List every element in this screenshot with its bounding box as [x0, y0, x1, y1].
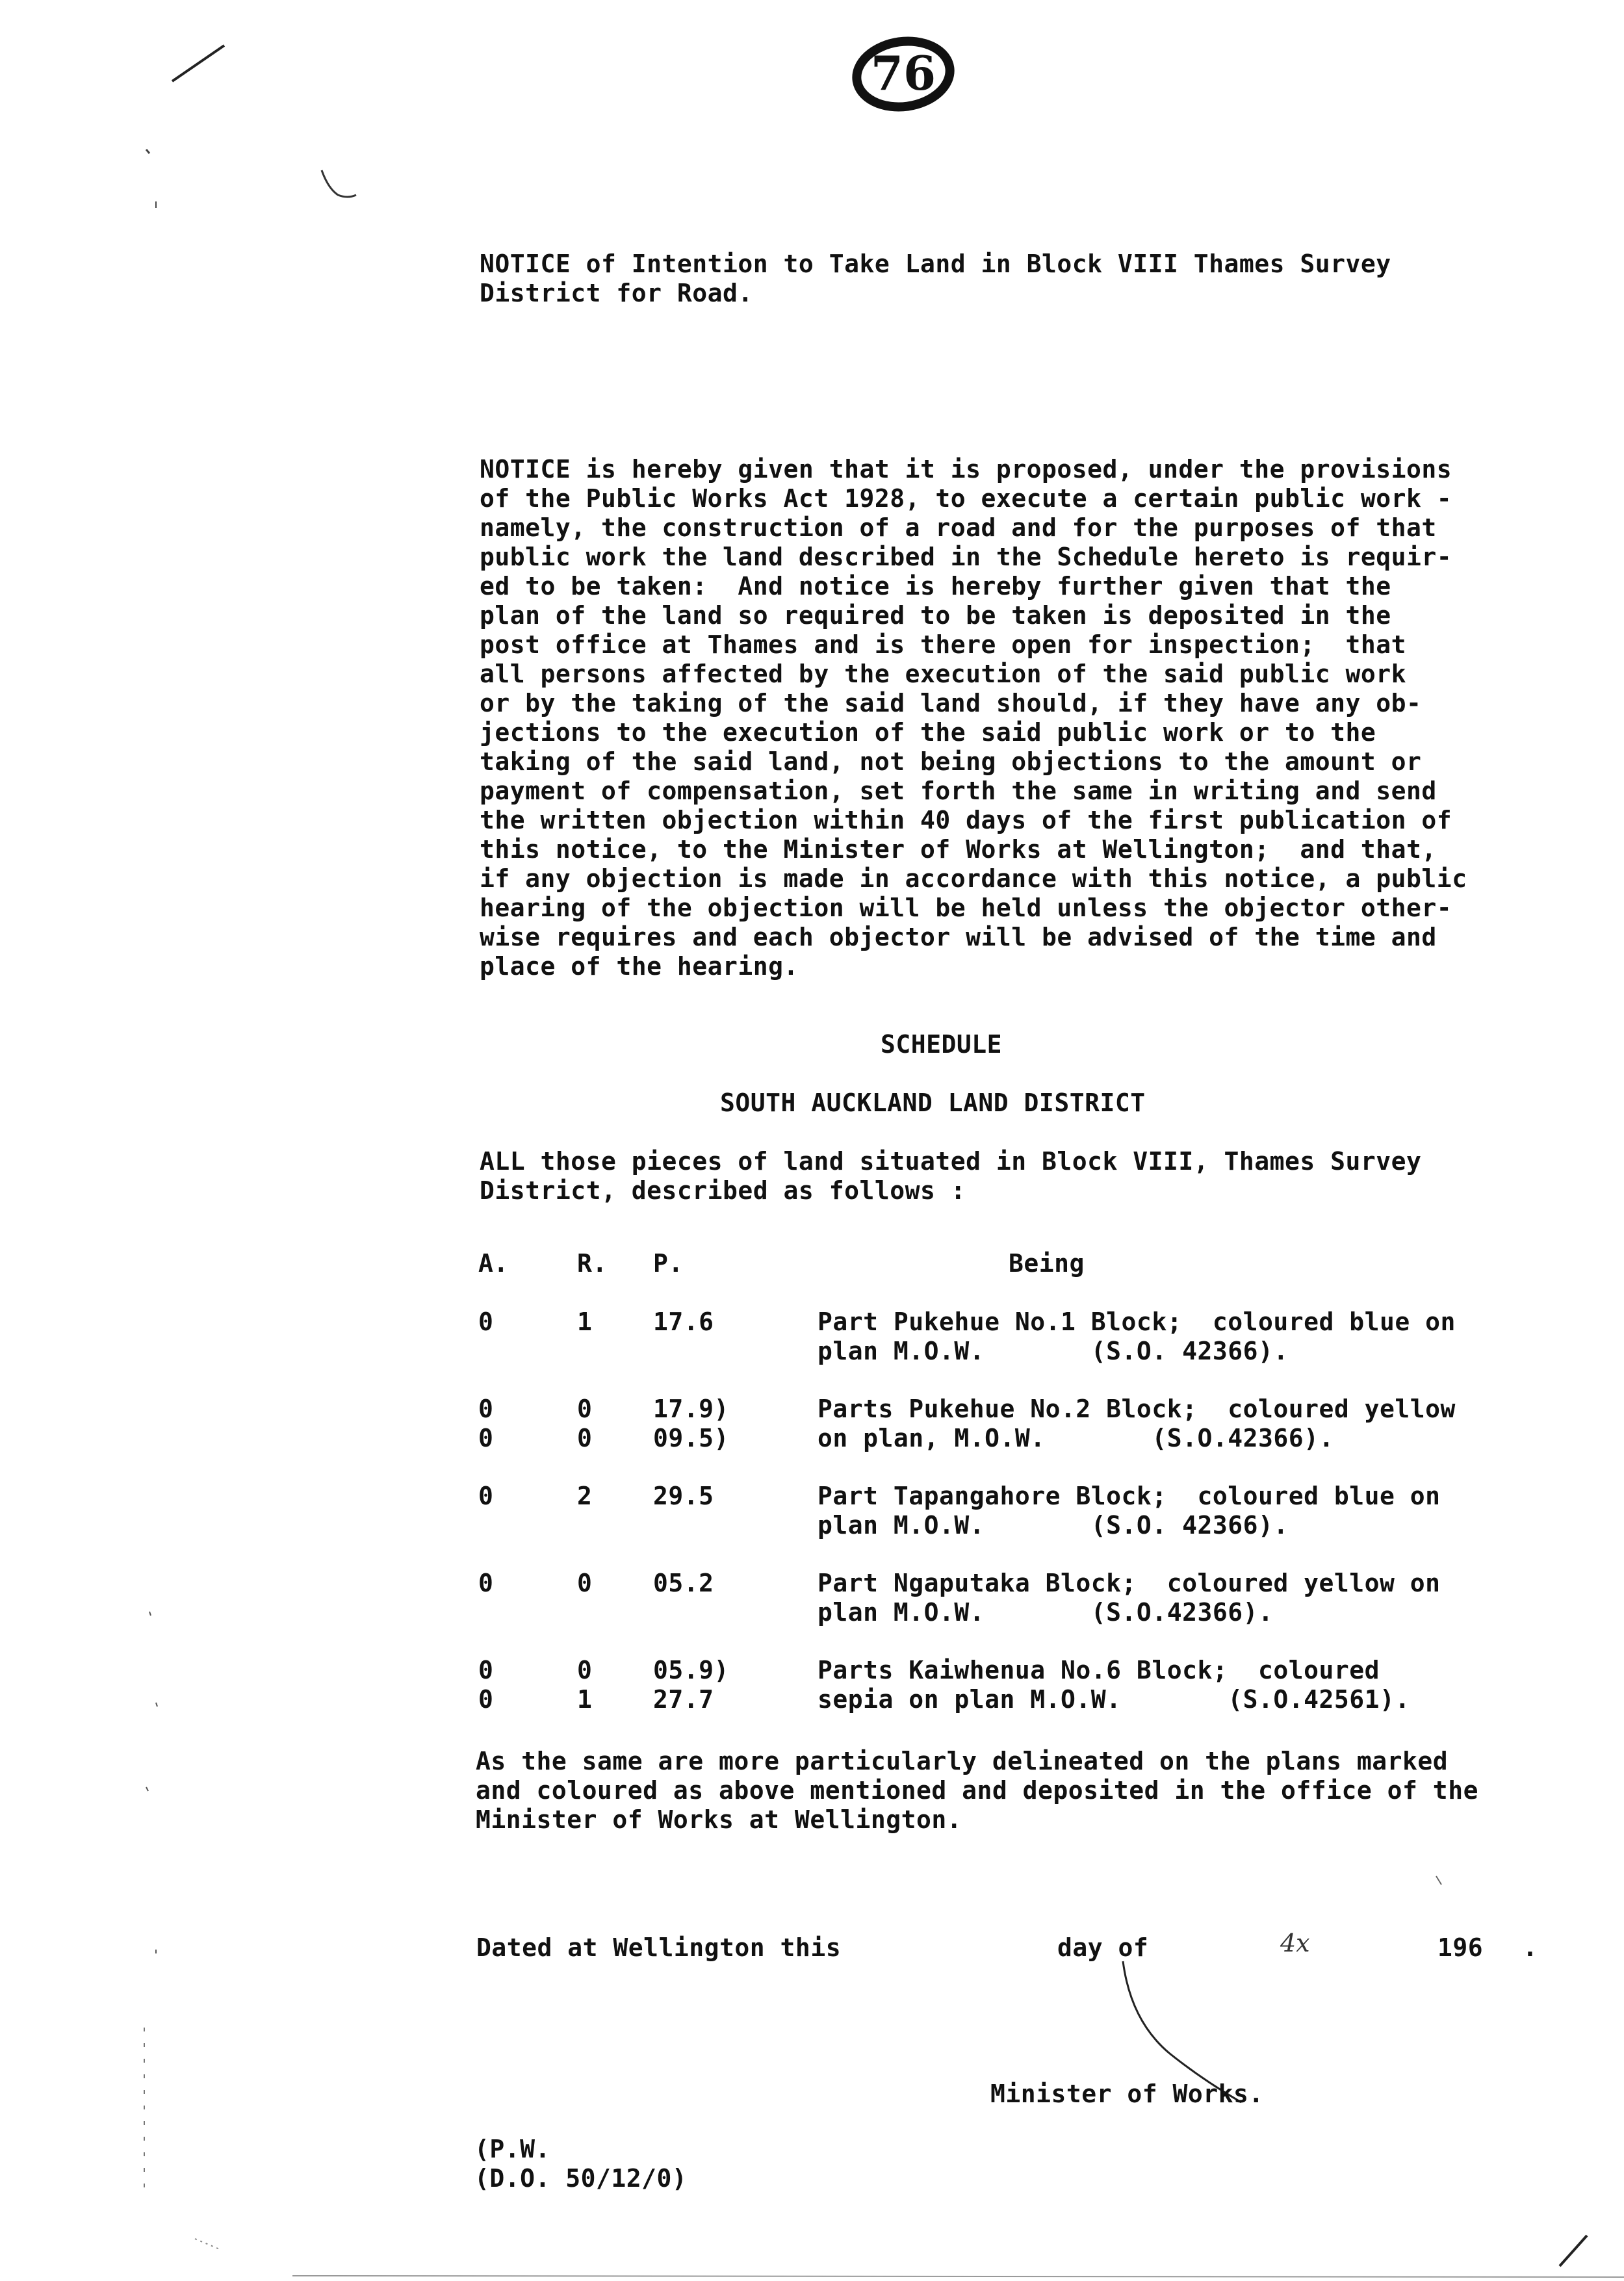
body-line: public work the land described in the Schedule hereto is requir-	[480, 543, 1452, 571]
cell-acres: 0	[478, 1482, 494, 1510]
cell-acres: 0	[478, 1569, 494, 1597]
cell-perches-2: 09.5)	[653, 1424, 729, 1452]
body-line: hearing of the objection will be held unless the objector other-	[480, 894, 1452, 922]
body-line: post office at Thames and is there open for inspection; that	[480, 630, 1407, 659]
page-number-text: 76	[870, 45, 936, 101]
notice-body	[480, 455, 1545, 981]
body-line: this notice, to the Minister of Works at Wellington; and that,	[480, 835, 1437, 864]
cell-perches: 05.2	[653, 1569, 714, 1597]
body-line: ed to be taken: And notice is hereby further given that the	[480, 572, 1391, 600]
closing-paragraph: As the same are more particularly delineated on the plans marked and coloured as above mentioned and deposited in the office of the Minister of Works at Wellington.	[476, 1747, 1478, 1834]
pen-tick	[1436, 1876, 1441, 1885]
body-line: if any objection is made in accordance with this notice, a public	[480, 864, 1467, 893]
header-being: Being	[1009, 1249, 1085, 1278]
cell-being-line2: plan M.O.W. (S.O. 42366).	[818, 1337, 1289, 1365]
cell-roods: 2	[577, 1482, 593, 1510]
scan-speck	[146, 1787, 148, 1791]
header-roods: R.	[577, 1249, 608, 1278]
body-line: NOTICE is hereby given that it is proposed, under the provisions	[480, 455, 1452, 483]
pen-stroke-bottom-right	[1560, 2236, 1587, 2266]
body-line: or by the taking of the said land should, if they have any ob-	[480, 689, 1422, 717]
handwritten-mark: 4x	[1280, 1929, 1310, 1957]
signature-title: Minister of Works.	[990, 2080, 1264, 2108]
cell-being-line1: Parts Pukehue No.2 Block; coloured yellow	[818, 1395, 1456, 1423]
scan-speck	[195, 2239, 221, 2250]
pen-stroke-top-left	[172, 45, 224, 81]
year-dot: .	[1523, 1933, 1538, 1962]
notice-title: NOTICE of Intention to Take Land in Block VIII Thames Survey District for Road.	[480, 250, 1391, 307]
cell-roods: 0	[577, 1395, 593, 1423]
body-line: of the Public Works Act 1928, to execute a certain public work -	[480, 484, 1452, 513]
scan-speck	[146, 149, 149, 153]
bottom-page-edge	[292, 2276, 1624, 2277]
cell-perches-2: 27.7	[653, 1685, 714, 1714]
cell-roods-2: 0	[577, 1424, 593, 1452]
cell-being-line2: sepia on plan M.O.W. (S.O.42561).	[818, 1685, 1410, 1714]
cell-acres: 0	[478, 1308, 494, 1336]
body-line: all persons affected by the execution of the said public work	[480, 660, 1407, 688]
header-perches: P.	[653, 1249, 684, 1278]
cell-roods: 0	[577, 1656, 593, 1684]
cell-being-line2: plan M.O.W. (S.O.42366).	[818, 1598, 1274, 1627]
cell-being-line1: Part Pukehue No.1 Block; coloured blue on	[818, 1308, 1456, 1336]
scan-speck	[149, 1612, 151, 1616]
cell-acres: 0	[478, 1395, 494, 1423]
scan-speck	[156, 1703, 157, 1707]
body-line: payment of compensation, set forth the same in writing and send	[480, 777, 1437, 805]
land-district-heading: SOUTH AUCKLAND LAND DISTRICT	[720, 1089, 1146, 1117]
cell-acres-2: 0	[478, 1685, 494, 1714]
body-line: namely, the construction of a road and for the purposes of that	[480, 513, 1437, 542]
body-line: plan of the land so required to be taken is deposited in the	[480, 601, 1391, 630]
cell-being-line1: Part Tapangahore Block; coloured blue on	[818, 1482, 1441, 1510]
cell-perches: 17.6	[653, 1308, 714, 1336]
body-line: wise requires and each objector will be advised of the time and	[480, 923, 1437, 951]
cell-being-line2: plan M.O.W. (S.O. 42366).	[818, 1511, 1289, 1540]
circled-page-number	[838, 25, 968, 122]
cell-being-line2: on plan, M.O.W. (S.O.42366).	[818, 1424, 1334, 1452]
dated-label: Dated at Wellington this	[476, 1933, 842, 1962]
cell-being-line1: Parts Kaiwhenua No.6 Block; coloured	[818, 1656, 1380, 1684]
day-of-label: day of	[1057, 1933, 1149, 1962]
pen-mark-left	[322, 170, 356, 197]
body-line: the written objection within 40 days of the first publication of	[480, 806, 1452, 834]
schedule-intro: ALL those pieces of land situated in Block VIII, Thames Survey District, described as follows :	[480, 1147, 1422, 1205]
cell-being-line1: Part Ngaputaka Block; coloured yellow on	[818, 1569, 1441, 1597]
body-line: place of the hearing.	[480, 952, 799, 981]
cell-roods: 0	[577, 1569, 593, 1597]
cell-perches: 29.5	[653, 1482, 714, 1510]
reference-pw: (P.W.	[474, 2135, 550, 2163]
cell-roods-2: 1	[577, 1685, 593, 1714]
year-label: 196	[1437, 1933, 1484, 1962]
header-acres: A.	[478, 1249, 509, 1278]
reference-do: (D.O. 50/12/0)	[474, 2164, 688, 2193]
cell-roods: 1	[577, 1308, 593, 1336]
body-line: taking of the said land, not being objections to the amount or	[480, 747, 1422, 776]
cell-perches: 17.9)	[653, 1395, 729, 1423]
cell-perches: 05.9)	[653, 1656, 729, 1684]
cell-acres-2: 0	[478, 1424, 494, 1452]
schedule-heading: SCHEDULE	[881, 1030, 1003, 1059]
body-line: jections to the execution of the said public work or to the	[480, 718, 1376, 747]
cell-acres: 0	[478, 1656, 494, 1684]
